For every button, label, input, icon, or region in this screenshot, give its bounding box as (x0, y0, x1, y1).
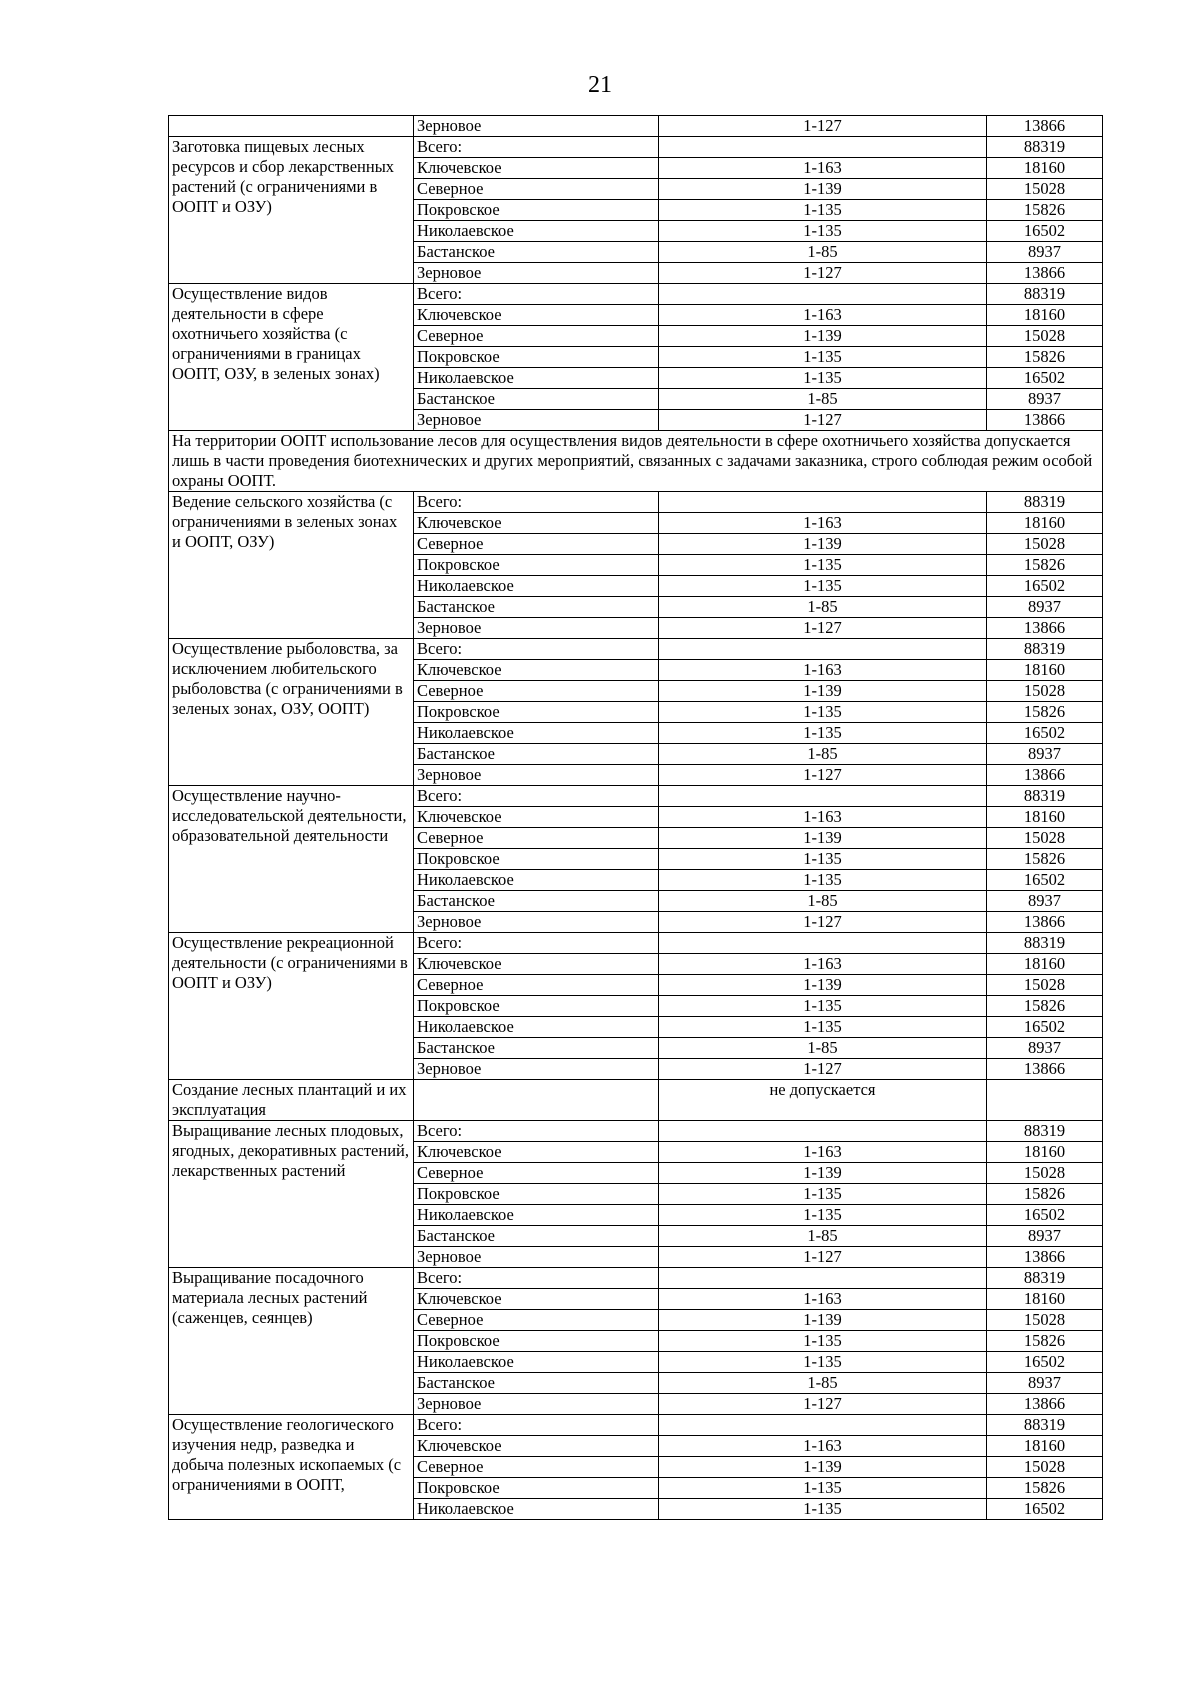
quarter-range-cell: 1-85 (659, 1038, 987, 1059)
area-cell: 16502 (987, 1499, 1103, 1520)
area-cell: 15028 (987, 1310, 1103, 1331)
quarter-range-cell: 1-163 (659, 1436, 987, 1457)
area-cell: 8937 (987, 242, 1103, 263)
quarter-range-cell: 1-127 (659, 116, 987, 137)
forestry-name-cell: Зерновое (414, 410, 659, 431)
forestry-name-cell: Бастанское (414, 1226, 659, 1247)
quarter-range-cell: 1-135 (659, 996, 987, 1017)
forestry-name-cell: Всего: (414, 1121, 659, 1142)
forestry-name-cell: Ключевское (414, 660, 659, 681)
forestry-name-cell: Всего: (414, 137, 659, 158)
forestry-name-cell: Зерновое (414, 765, 659, 786)
area-cell: 13866 (987, 1247, 1103, 1268)
quarter-range-cell: 1-135 (659, 555, 987, 576)
forestry-name-cell: Ключевское (414, 1289, 659, 1310)
activity-cell: Осуществление научно-исследовательской деятельности, образовательной деятельности (169, 786, 414, 933)
quarter-range-cell: 1-135 (659, 347, 987, 368)
forestry-name-cell: Зерновое (414, 618, 659, 639)
area-cell: 15826 (987, 1184, 1103, 1205)
quarter-range-cell: 1-163 (659, 158, 987, 179)
forestry-name-cell: Всего: (414, 1415, 659, 1436)
quarter-range-cell: 1-135 (659, 576, 987, 597)
quarter-range-cell: 1-127 (659, 912, 987, 933)
area-cell: 18160 (987, 660, 1103, 681)
area-cell: 18160 (987, 1142, 1103, 1163)
quarter-range-cell: 1-163 (659, 1142, 987, 1163)
area-cell: 15028 (987, 326, 1103, 347)
area-cell: 15826 (987, 1478, 1103, 1499)
area-cell: 15826 (987, 347, 1103, 368)
forestry-cell (414, 1080, 659, 1121)
forestry-name-cell: Северное (414, 1457, 659, 1478)
area-cell: 8937 (987, 744, 1103, 765)
forestry-name-cell: Северное (414, 681, 659, 702)
area-cell: 8937 (987, 1373, 1103, 1394)
quarter-range-cell: 1-163 (659, 660, 987, 681)
quarter-range-cell: 1-135 (659, 200, 987, 221)
area-cell: 18160 (987, 1289, 1103, 1310)
area-cell: 13866 (987, 263, 1103, 284)
area-cell: 18160 (987, 158, 1103, 179)
area-cell: 16502 (987, 1205, 1103, 1226)
area-cell: 88319 (987, 639, 1103, 660)
table-row (169, 1121, 1103, 1142)
forestry-name-cell: Ключевское (414, 1142, 659, 1163)
forestry-name-cell: Северное (414, 326, 659, 347)
quarter-range-cell: 1-127 (659, 263, 987, 284)
quarter-range-cell (659, 786, 987, 807)
quarter-range-cell: 1-85 (659, 389, 987, 410)
area-cell: 15028 (987, 534, 1103, 555)
quarter-range-cell: 1-139 (659, 1163, 987, 1184)
area-cell: 88319 (987, 1121, 1103, 1142)
quarter-range-cell: 1-135 (659, 1184, 987, 1205)
quarter-range-cell: 1-127 (659, 1247, 987, 1268)
area-cell: 13866 (987, 1059, 1103, 1080)
quarter-range-cell: 1-163 (659, 807, 987, 828)
area-cell: 15028 (987, 828, 1103, 849)
forestry-name-cell: Покровское (414, 849, 659, 870)
area-cell: 13866 (987, 1394, 1103, 1415)
table-row (169, 1080, 1103, 1121)
quarter-range-cell: 1-139 (659, 828, 987, 849)
forestry-name-cell: Северное (414, 1163, 659, 1184)
area-cell: 88319 (987, 137, 1103, 158)
forestry-name-cell: Бастанское (414, 597, 659, 618)
quarter-range-cell: 1-127 (659, 410, 987, 431)
area-cell: 18160 (987, 807, 1103, 828)
quarter-range-cell: 1-139 (659, 975, 987, 996)
forestry-name-cell: Николаевское (414, 870, 659, 891)
forestry-name-cell: Ключевское (414, 1436, 659, 1457)
activity-cell: Выращивание посадочного материала лесных растений (саженцев, сеянцев) (169, 1268, 414, 1415)
quarter-range-cell (659, 1268, 987, 1289)
activity-cell: Создание лесных плантаций и их эксплуатация (169, 1080, 414, 1121)
forestry-name-cell: Всего: (414, 786, 659, 807)
page-number: 21 (588, 72, 612, 98)
quarter-range-cell: 1-139 (659, 1310, 987, 1331)
forestry-name-cell: Николаевское (414, 723, 659, 744)
forestry-name-cell: Зерновое (414, 263, 659, 284)
table-row (169, 116, 1103, 137)
quarter-range-cell: 1-163 (659, 513, 987, 534)
activity-cell: Осуществление геологического изучения недр, разведка и добыча полезных ископаемых (с ограничениями в ООПТ, (169, 1415, 414, 1520)
quarter-range-cell: 1-85 (659, 242, 987, 263)
table-row (169, 1415, 1103, 1436)
quarter-range-cell: 1-135 (659, 221, 987, 242)
area-cell: 8937 (987, 597, 1103, 618)
quarter-range-cell: 1-135 (659, 723, 987, 744)
activity-cell: Выращивание лесных плодовых, ягодных, декоративных растений, лекарственных растений (169, 1121, 414, 1268)
not-allowed-cell: не допускается (659, 1080, 987, 1121)
area-cell (987, 1080, 1103, 1121)
forest-use-table (168, 115, 1103, 1520)
note-text: На территории ООПТ использование лесов для осуществления видов деятельности в сфере охотничьего хозяйства допускается лишь в части проведения биотехнических и других мероприятий, связанных с задачами заказника, строго соблюдая режим особой охраны ООПТ. (169, 431, 1103, 492)
forestry-name-cell: Ключевское (414, 513, 659, 534)
quarter-range-cell: 1-135 (659, 1352, 987, 1373)
quarter-range-cell: 1-127 (659, 618, 987, 639)
area-cell: 15028 (987, 681, 1103, 702)
area-cell: 15028 (987, 179, 1103, 200)
area-cell: 16502 (987, 368, 1103, 389)
quarter-range-cell (659, 933, 987, 954)
quarter-range-cell: 1-139 (659, 681, 987, 702)
area-cell: 8937 (987, 1038, 1103, 1059)
area-cell: 8937 (987, 389, 1103, 410)
quarter-range-cell: 1-135 (659, 849, 987, 870)
forestry-name-cell: Северное (414, 534, 659, 555)
forestry-name-cell: Покровское (414, 1331, 659, 1352)
area-cell: 18160 (987, 513, 1103, 534)
area-cell: 15826 (987, 849, 1103, 870)
area-cell: 18160 (987, 1436, 1103, 1457)
forestry-name-cell: Николаевское (414, 368, 659, 389)
quarter-range-cell (659, 284, 987, 305)
forestry-name-cell: Покровское (414, 200, 659, 221)
forestry-name-cell: Северное (414, 1310, 659, 1331)
quarter-range-cell: 1-85 (659, 891, 987, 912)
forestry-name-cell: Всего: (414, 284, 659, 305)
activity-cell: Осуществление видов деятельности в сфере охотничьего хозяйства (с ограничениями в границах ООПТ, ОЗУ, в зеленых зонах) (169, 284, 414, 431)
forestry-name-cell: Бастанское (414, 242, 659, 263)
table-row (169, 933, 1103, 954)
area-cell: 16502 (987, 870, 1103, 891)
area-cell: 13866 (987, 912, 1103, 933)
forestry-name-cell: Зерновое (414, 1059, 659, 1080)
forestry-name-cell: Зерновое (414, 1394, 659, 1415)
forestry-name-cell: Бастанское (414, 1373, 659, 1394)
forestry-name-cell: Ключевское (414, 807, 659, 828)
quarter-range-cell: 1-135 (659, 1331, 987, 1352)
table-row (169, 137, 1103, 158)
forestry-name-cell: Всего: (414, 1268, 659, 1289)
quarter-range-cell: 1-85 (659, 1373, 987, 1394)
quarter-range-cell: 1-139 (659, 534, 987, 555)
activity-cell: Заготовка пищевых лесных ресурсов и сбор лекарственных растений (с ограничениями в ООПТ и ОЗУ) (169, 137, 414, 284)
quarter-range-cell: 1-85 (659, 1226, 987, 1247)
quarter-range-cell (659, 137, 987, 158)
quarter-range-cell (659, 1121, 987, 1142)
activity-cell (169, 116, 414, 137)
forestry-name-cell: Покровское (414, 1478, 659, 1499)
quarter-range-cell: 1-135 (659, 702, 987, 723)
forestry-name-cell: Бастанское (414, 389, 659, 410)
area-cell: 15028 (987, 1163, 1103, 1184)
forestry-name-cell: Бастанское (414, 1038, 659, 1059)
note-row (169, 431, 1103, 492)
forestry-name-cell: Покровское (414, 555, 659, 576)
area-cell: 15826 (987, 200, 1103, 221)
area-cell: 15826 (987, 702, 1103, 723)
quarter-range-cell: 1-135 (659, 1205, 987, 1226)
area-cell: 8937 (987, 891, 1103, 912)
forestry-name-cell: Бастанское (414, 891, 659, 912)
area-cell: 15028 (987, 975, 1103, 996)
table-row (169, 492, 1103, 513)
quarter-range-cell: 1-127 (659, 1394, 987, 1415)
quarter-range-cell: 1-135 (659, 1478, 987, 1499)
area-cell: 18160 (987, 305, 1103, 326)
area-cell: 15826 (987, 996, 1103, 1017)
quarter-range-cell: 1-85 (659, 744, 987, 765)
area-cell: 88319 (987, 1415, 1103, 1436)
quarter-range-cell: 1-127 (659, 1059, 987, 1080)
forestry-name-cell: Бастанское (414, 744, 659, 765)
quarter-range-cell: 1-135 (659, 1017, 987, 1038)
forestry-name-cell: Зерновое (414, 116, 659, 137)
forestry-name-cell: Николаевское (414, 576, 659, 597)
area-cell: 16502 (987, 221, 1103, 242)
forestry-name-cell: Всего: (414, 933, 659, 954)
quarter-range-cell (659, 1415, 987, 1436)
activity-cell: Осуществление рекреационной деятельности (с ограничениями в ООПТ и ОЗУ) (169, 933, 414, 1080)
forestry-name-cell: Ключевское (414, 954, 659, 975)
forestry-name-cell: Зерновое (414, 1247, 659, 1268)
area-cell: 88319 (987, 284, 1103, 305)
forestry-name-cell: Северное (414, 975, 659, 996)
area-cell: 16502 (987, 1352, 1103, 1373)
forestry-name-cell: Николаевское (414, 1499, 659, 1520)
table-row (169, 284, 1103, 305)
area-cell: 88319 (987, 492, 1103, 513)
area-cell: 18160 (987, 954, 1103, 975)
forestry-name-cell: Ключевское (414, 305, 659, 326)
area-cell: 16502 (987, 576, 1103, 597)
quarter-range-cell: 1-139 (659, 179, 987, 200)
forestry-name-cell: Ключевское (414, 158, 659, 179)
forestry-name-cell: Всего: (414, 639, 659, 660)
area-cell: 13866 (987, 116, 1103, 137)
quarter-range-cell: 1-135 (659, 1499, 987, 1520)
forestry-name-cell: Покровское (414, 347, 659, 368)
forestry-name-cell: Николаевское (414, 1017, 659, 1038)
quarter-range-cell: 1-135 (659, 368, 987, 389)
area-cell: 8937 (987, 1226, 1103, 1247)
forestry-name-cell: Покровское (414, 702, 659, 723)
table-row (169, 1268, 1103, 1289)
table-body (169, 116, 1103, 1520)
forestry-name-cell: Северное (414, 828, 659, 849)
area-cell: 88319 (987, 1268, 1103, 1289)
forestry-name-cell: Покровское (414, 996, 659, 1017)
quarter-range-cell: 1-163 (659, 954, 987, 975)
forestry-name-cell: Северное (414, 179, 659, 200)
activity-cell: Осуществление рыболовства, за исключением любительского рыболовства (с ограничениями в зеленых зонах, ОЗУ, ООПТ) (169, 639, 414, 786)
forestry-name-cell: Николаевское (414, 1205, 659, 1226)
area-cell: 15826 (987, 555, 1103, 576)
forestry-name-cell: Покровское (414, 1184, 659, 1205)
area-cell: 16502 (987, 723, 1103, 744)
area-cell: 16502 (987, 1017, 1103, 1038)
quarter-range-cell: 1-163 (659, 1289, 987, 1310)
quarter-range-cell: 1-163 (659, 305, 987, 326)
quarter-range-cell (659, 639, 987, 660)
activity-cell: Ведение сельского хозяйства (с ограничениями в зеленых зонах и ООПТ, ОЗУ) (169, 492, 414, 639)
quarter-range-cell: 1-139 (659, 1457, 987, 1478)
area-cell: 13866 (987, 618, 1103, 639)
forestry-name-cell: Зерновое (414, 912, 659, 933)
area-cell: 88319 (987, 933, 1103, 954)
quarter-range-cell: 1-135 (659, 870, 987, 891)
quarter-range-cell: 1-85 (659, 597, 987, 618)
table-row (169, 786, 1103, 807)
quarter-range-cell: 1-139 (659, 326, 987, 347)
area-cell: 15028 (987, 1457, 1103, 1478)
area-cell: 13866 (987, 765, 1103, 786)
area-cell: 88319 (987, 786, 1103, 807)
table-row (169, 639, 1103, 660)
quarter-range-cell: 1-127 (659, 765, 987, 786)
forestry-name-cell: Николаевское (414, 1352, 659, 1373)
forestry-name-cell: Всего: (414, 492, 659, 513)
quarter-range-cell (659, 492, 987, 513)
area-cell: 15826 (987, 1331, 1103, 1352)
area-cell: 13866 (987, 410, 1103, 431)
forestry-name-cell: Николаевское (414, 221, 659, 242)
